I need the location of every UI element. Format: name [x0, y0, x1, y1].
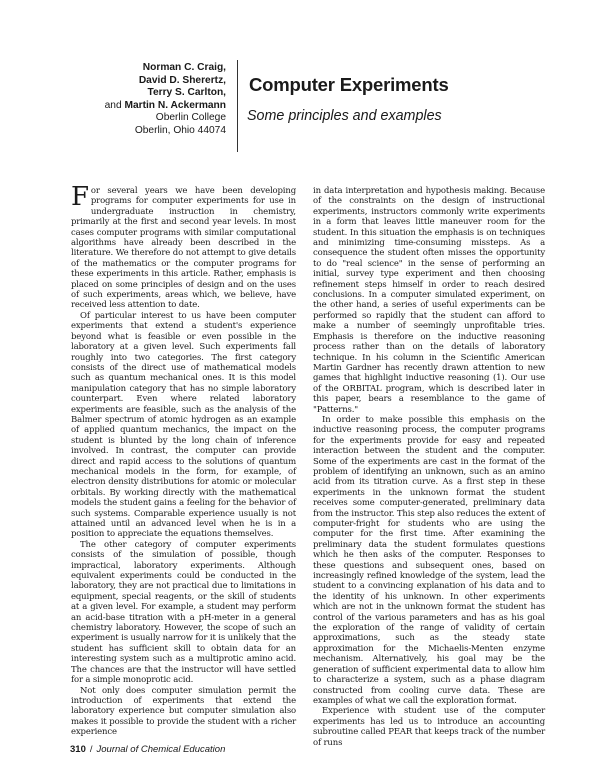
paragraph: Experience with student use of the computer experiments has led us to introduce an accounting subroutine called PEAR that keeps track of the number of runs — [313, 706, 545, 748]
paragraph: Of particular interest to us have been computer experiments that extend a student's experience beyond what is feasible or even possible in the laboratory at a given level. Such experiments fall roughly into two categories. The first category consists of the direct use of mathematical models such as quantum mechanical ones. It is this model manipulation category that has no simple laboratory counterpart. Even where related laboratory experiments are feasible, such as the analysis of the Balmer spectrum of atomic hydrogen as an example of applied quantum mechanics, the impact on the student is blunted by the long chain of inference involved. In contrast, the computer can provide direct and rapid access to the solutions of quantum mechanical models in the form, for example, of electron density distributions for atomic or molecular orbitals. By working directly with the mathematical models the student gains a feeling for the behavior of such systems. Comparable experience usually is not attained until an advanced level when he is in a position to appreciate the equations themselves. — [71, 310, 296, 540]
author-block — [40, 62, 226, 138]
author-name: Terry S. Carlton, — [147, 87, 226, 99]
article-title: Computer Experiments — [249, 74, 449, 95]
page-number: 310 — [70, 744, 86, 755]
journal-name: Journal of Chemical Education — [96, 744, 226, 755]
paragraph: The other category of computer experiments consists of the simulation of possible, though impractical, laboratory experiments. Although equivalent experiments could be conducted in the laboratory, they are not practical due to limitations in equipment, special reagents, or the skill of students at a given level. For example, a student may perform an acid-base titration with a pH-meter in a general chemistry laboratory. However, the scope of such an experiment is usually narrow for it is unlikely that the student has sufficient skill to obtain data for an interesting system such as a multiprotic amino acid. The chances are that the instructor will have settled for a simple monoprotic acid. — [71, 539, 296, 686]
right-column — [313, 186, 545, 748]
and-word: and — [104, 99, 122, 111]
author-name: Norman C. Craig, — [142, 62, 226, 73]
author-name: Martin N. Ackermann — [124, 99, 226, 111]
left-column — [71, 182, 296, 738]
paragraph: Not only does computer simulation permit the introduction of experiments that extend the laboratory experience but computer simulation also makes it possible to provide the student with a richer experience — [71, 685, 296, 738]
paragraph: In order to make possible this emphasis on the inductive reasoning process, the computer programs for the experiments provide for easy and repeated interaction between the student and the computer. Some of the experiments are cast in the format of the problem of identifying an unknown, such as an amino acid from its titration curve. As a first step in these experiments in the unknown format the student receives some computer-generated, preliminary data from the instructor. This step also reduces the extent of computer-fright for students who are using the computer for the first time. After examining the preliminary data the student formulates questions which he then asks of the computer. Responses to these questions and subsequent ones, based on increasingly refined knowledge of the system, lead the student to a convincing explanation of his data and to the identity of his unknown. In other experiments which are not in the unknown format the student has control of the various parameters and has as his goal the exploration of the range of validity of certain approximations, such as the steady state approximation for the Michaelis-Menten enzyme mechanism. Alternatively, his goal may be the generation of sufficient experimental data to allow him to characterize a system, such as a phase diagram constructed from cooling curve data. These are examples of what we call the exploration format. — [313, 414, 545, 706]
paragraph: in data interpretation and hypothesis making. Because of the constraints on the design of instructional experiments, instructors commonly write experiments in a form that leaves little maneuver room for the student. In this situation the emphasis is on techniques and minimizing time-consuming missteps. As a consequence the student often misses the opportunity to do "real science" in the sense of performing an initial, survey type experiment and then choosing refinement steps himself in order to reach desired conclusions. In a computer simulated experiment, on the other hand, a series of useful experiments can be performed so rapidly that the student can afford to make a number of seemingly unprofitable tries. Emphasis is therefore on the inductive reasoning process rather than on the details of laboratory technique. In his column in the Scientific American Martin Gardner has recently drawn attention to new games that highlight inductive reasoning (1). Our use of the ORBITAL program, which is described later in this paper, bears a resemblance to the game of "Patterns." — [313, 186, 545, 415]
affiliation-line: Oberlin College — [155, 112, 226, 124]
drop-cap: F — [71, 182, 89, 212]
article-subtitle: Some principles and examples — [247, 108, 442, 124]
header-divider — [237, 60, 238, 152]
footer-separator: / — [89, 744, 93, 755]
page-footer — [70, 744, 225, 755]
affiliation-line: Oberlin, Ohio 44074 — [134, 124, 226, 136]
paragraph: For several years we have been developing programs for computer experiments for use in undergraduate instruction in chemistry, primarily at the first and second year levels. In most cases computer programs with similar computational algorithms have already been described in the literature. We therefore do not attempt to give details of the mathematics or the computer programs for these experiments in this article. Rather, emphasis is placed on some principles of design and on the uses of such experiments, areas which, we believe, have received less attention to date. — [71, 182, 296, 311]
author-name: David D. Sherertz, — [138, 74, 226, 86]
